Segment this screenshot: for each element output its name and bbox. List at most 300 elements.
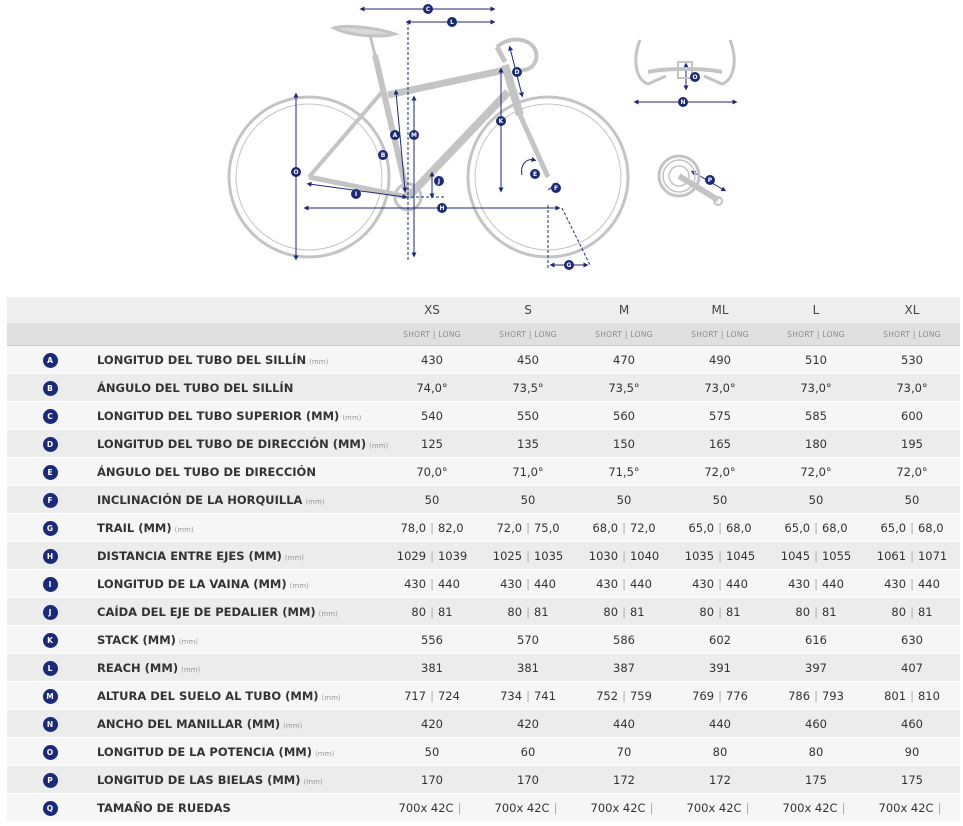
table-row <box>7 346 960 374</box>
row-letter-badge: F <box>43 493 58 508</box>
row-letter-badge: Q <box>43 801 58 816</box>
value: 530 <box>901 352 923 367</box>
value-cell <box>864 458 960 486</box>
value: 391 <box>709 660 731 675</box>
svg-text:G: G <box>566 262 572 269</box>
value: 73,5° <box>512 380 544 395</box>
value-long: 81 <box>533 604 549 619</box>
value-cell <box>768 514 864 542</box>
value: 78,0 <box>400 520 427 535</box>
size-header: M <box>576 297 672 323</box>
table-row <box>7 626 960 654</box>
value: 381 <box>421 660 443 675</box>
value-cell <box>480 514 576 542</box>
svg-text:P: P <box>707 177 713 184</box>
value: 72,0° <box>800 464 832 479</box>
value-cell <box>576 626 672 654</box>
table-row <box>7 374 960 402</box>
value-cell <box>576 430 672 458</box>
row-letter-badge: M <box>43 689 58 704</box>
value-cell <box>576 542 672 570</box>
value-cell <box>480 430 576 458</box>
value-cell <box>672 458 768 486</box>
value-cell <box>672 598 768 626</box>
value: 172 <box>613 772 635 787</box>
table-row <box>7 542 960 570</box>
value: 50 <box>616 492 632 507</box>
value: 1061 <box>876 548 907 563</box>
value-cell <box>768 710 864 738</box>
value-long: 1055 <box>821 548 852 563</box>
value: 68,0 <box>592 520 619 535</box>
table-row <box>7 794 960 822</box>
value-cell <box>576 458 672 486</box>
value-cell <box>384 346 480 374</box>
value-long: 72,0 <box>629 520 656 535</box>
value: 1035 <box>684 548 715 563</box>
row-unit: (mm) <box>318 609 338 618</box>
value-cell <box>384 570 480 598</box>
value-cell <box>480 374 576 402</box>
row-label: LONGITUD DE LA VAINA (MM) <box>97 576 287 591</box>
value-cell <box>768 682 864 710</box>
value: 80 <box>603 604 619 619</box>
table-row <box>7 402 960 430</box>
table-row <box>7 654 960 682</box>
row-unit: (mm) <box>284 553 305 562</box>
value-cell <box>576 570 672 598</box>
value: 700x 42C <box>590 800 646 815</box>
table-row <box>7 514 960 542</box>
value: 180 <box>805 436 827 451</box>
value: 470 <box>613 352 635 367</box>
value: 630 <box>901 632 923 647</box>
value: 90 <box>904 744 920 759</box>
value-cell <box>480 570 576 598</box>
value-long: 759 <box>629 688 652 703</box>
value-cell <box>672 430 768 458</box>
value-cell <box>384 514 480 542</box>
value-long: 81 <box>821 604 837 619</box>
value-long: 68,0 <box>917 520 944 535</box>
row-label: DISTANCIA ENTRE EJES (MM) <box>97 548 282 563</box>
value: 73,0° <box>896 380 928 395</box>
geometry-table <box>7 297 960 822</box>
table-row <box>7 682 960 710</box>
value: 769 <box>692 688 715 703</box>
svg-text:D: D <box>514 69 520 76</box>
value-separator: | <box>457 800 462 815</box>
value-cell <box>672 570 768 598</box>
svg-text:O: O <box>692 74 698 81</box>
svg-text:F: F <box>553 185 559 192</box>
value: 65,0 <box>880 520 907 535</box>
value-cell <box>480 598 576 626</box>
row-label: ÁNGULO DEL TUBO DEL SILLÍN <box>97 380 294 395</box>
row-label: LONGITUD DE LAS BIELAS (MM) <box>97 772 301 787</box>
value-cell <box>576 374 672 402</box>
size-subheader: SHORT | LONG <box>384 323 480 346</box>
svg-text:B: B <box>380 152 386 159</box>
value: 50 <box>520 492 536 507</box>
value: 600 <box>901 408 923 423</box>
value-cell <box>384 458 480 486</box>
value-long: 81 <box>725 604 741 619</box>
value-long: 776 <box>725 688 748 703</box>
row-label: ÁNGULO DEL TUBO DE DIRECCIÓN <box>97 464 316 479</box>
value: 570 <box>517 632 539 647</box>
size-header-row <box>7 297 960 323</box>
value-cell <box>672 626 768 654</box>
value-separator: | <box>622 604 626 619</box>
value-cell <box>672 654 768 682</box>
value: 71,5° <box>608 464 640 479</box>
handlebar-drawing <box>636 40 734 84</box>
value-long: 1039 <box>437 548 468 563</box>
value: 560 <box>613 408 635 423</box>
row-unit: (mm) <box>289 581 309 590</box>
row-label: ANCHO DEL MANILLAR (MM) <box>97 716 281 731</box>
value: 72,0° <box>704 464 736 479</box>
value-cell <box>384 738 480 766</box>
value: 440 <box>709 716 731 731</box>
value-cell <box>768 598 864 626</box>
svg-text:N: N <box>680 99 686 106</box>
value: 74,0° <box>416 380 448 395</box>
value: 80 <box>795 604 811 619</box>
value-separator: | <box>937 800 942 815</box>
value-cell <box>768 374 864 402</box>
table-row <box>7 710 960 738</box>
row-letter-badge: B <box>43 381 58 396</box>
row-label: LONGITUD DE LA POTENCIA (MM) <box>97 744 312 759</box>
value-separator: | <box>718 576 722 591</box>
bike-geometry-diagram <box>0 0 963 290</box>
value-cell <box>672 402 768 430</box>
value: 165 <box>709 436 731 451</box>
value-cell <box>672 682 768 710</box>
size-subheader: SHORT | LONG <box>672 323 768 346</box>
value-cell <box>576 710 672 738</box>
value: 70,0° <box>416 464 448 479</box>
dimension-lines <box>296 9 735 268</box>
value-cell <box>672 346 768 374</box>
value-cell <box>768 542 864 570</box>
value: 387 <box>613 660 635 675</box>
bike-drawing <box>229 26 628 257</box>
svg-text:C: C <box>425 6 431 13</box>
table-row <box>7 598 960 626</box>
value-cell <box>576 794 672 822</box>
value: 420 <box>517 716 539 731</box>
value-cell <box>672 486 768 514</box>
value-cell <box>864 514 960 542</box>
value: 700x 42C <box>398 800 454 815</box>
value-cell <box>384 486 480 514</box>
svg-text:K: K <box>498 118 504 125</box>
value-separator: | <box>622 576 626 591</box>
size-header: ML <box>672 297 768 323</box>
value-long: 81 <box>917 604 933 619</box>
size-subheader: SHORT | LONG <box>864 323 960 346</box>
row-letter-badge: G <box>43 521 58 536</box>
value-separator: | <box>718 520 722 535</box>
value-long: 810 <box>917 688 940 703</box>
value: 430 <box>692 576 715 591</box>
value-separator: | <box>745 800 750 815</box>
row-unit: (mm) <box>309 357 329 366</box>
table-row <box>7 766 960 794</box>
value: 586 <box>613 632 635 647</box>
value-cell <box>480 654 576 682</box>
value: 1029 <box>396 548 427 563</box>
value-cell <box>672 374 768 402</box>
value-separator: | <box>718 604 722 619</box>
value-separator: | <box>526 548 530 563</box>
value: 460 <box>901 716 923 731</box>
value-long: 1040 <box>629 548 660 563</box>
value-separator: | <box>910 604 914 619</box>
value-cell <box>576 738 672 766</box>
value-cell <box>480 766 576 794</box>
value-cell <box>384 598 480 626</box>
value-separator: | <box>910 688 914 703</box>
value-long: 1035 <box>533 548 564 563</box>
value: 700x 42C <box>686 800 742 815</box>
row-label: TAMAÑO DE RUEDAS <box>97 800 231 815</box>
value: 172 <box>709 772 731 787</box>
value: 65,0 <box>688 520 715 535</box>
value-long: 81 <box>629 604 645 619</box>
value-long: 75,0 <box>533 520 560 535</box>
value: 1025 <box>492 548 523 563</box>
svg-text:O: O <box>293 169 299 176</box>
value: 175 <box>805 772 827 787</box>
value-cell <box>864 402 960 430</box>
value-long: 724 <box>437 688 460 703</box>
value: 1045 <box>780 548 811 563</box>
value-cell <box>768 766 864 794</box>
row-label: LONGITUD DEL TUBO SUPERIOR (MM) <box>97 408 340 423</box>
value-cell <box>384 710 480 738</box>
value-cell <box>768 486 864 514</box>
value-separator: | <box>553 800 558 815</box>
row-label: REACH (MM) <box>97 660 179 675</box>
value-separator: | <box>526 520 530 535</box>
row-label: STACK (MM) <box>97 632 176 647</box>
value-long: 440 <box>533 576 556 591</box>
value-cell <box>576 402 672 430</box>
row-label: CAÍDA DEL EJE DE PEDALIER (MM) <box>97 604 316 619</box>
row-letter-badge: O <box>43 745 58 760</box>
value-cell <box>672 542 768 570</box>
value-long: 793 <box>821 688 844 703</box>
value: 460 <box>805 716 827 731</box>
svg-text:I: I <box>354 191 358 198</box>
value: 440 <box>613 716 635 731</box>
value-long: 440 <box>821 576 844 591</box>
value-cell <box>864 766 960 794</box>
table-row <box>7 486 960 514</box>
row-unit: (mm) <box>314 749 335 758</box>
value: 734 <box>500 688 523 703</box>
value-cell <box>576 346 672 374</box>
value-separator: | <box>910 548 914 563</box>
value-cell <box>768 346 864 374</box>
value-cell <box>576 486 672 514</box>
row-unit: (mm) <box>283 721 303 730</box>
value: 430 <box>404 576 427 591</box>
value-separator: | <box>910 576 914 591</box>
value: 616 <box>805 632 827 647</box>
row-letter-badge: I <box>43 577 58 592</box>
value-separator: | <box>910 520 914 535</box>
value: 80 <box>712 744 728 759</box>
value-separator: | <box>814 520 818 535</box>
size-subheader: SHORT | LONG <box>576 323 672 346</box>
geometry-table-body <box>7 346 960 822</box>
value: 50 <box>904 492 920 507</box>
value: 550 <box>517 408 539 423</box>
value-cell <box>768 654 864 682</box>
value: 170 <box>517 772 539 787</box>
value: 420 <box>421 716 443 731</box>
row-letter-badge: A <box>43 353 58 368</box>
value-separator: | <box>430 576 434 591</box>
value-cell <box>864 570 960 598</box>
table-row <box>7 738 960 766</box>
value-long: 68,0 <box>821 520 848 535</box>
value: 170 <box>421 772 443 787</box>
row-unit: (mm) <box>321 693 341 702</box>
svg-text:L: L <box>450 19 454 26</box>
size-header: XS <box>384 297 480 323</box>
value: 1030 <box>588 548 619 563</box>
value: 71,0° <box>512 464 544 479</box>
value-separator: | <box>814 576 818 591</box>
value-cell <box>672 766 768 794</box>
row-label: LONGITUD DEL TUBO DEL SILLÍN <box>97 352 307 367</box>
value-cell <box>864 682 960 710</box>
row-label: TRAIL (MM) <box>97 520 172 535</box>
value: 450 <box>517 352 539 367</box>
value-long: 440 <box>437 576 460 591</box>
row-letter-badge: D <box>43 437 58 452</box>
value-cell <box>768 402 864 430</box>
size-header: XL <box>864 297 960 323</box>
value-cell <box>864 542 960 570</box>
row-unit: (mm) <box>181 665 201 674</box>
value: 80 <box>699 604 715 619</box>
value: 540 <box>421 408 443 423</box>
row-letter-badge: K <box>43 633 58 648</box>
row-unit: (mm) <box>342 413 362 422</box>
value-long: 440 <box>629 576 652 591</box>
value-cell <box>384 682 480 710</box>
value-long: 68,0 <box>725 520 752 535</box>
value: 752 <box>596 688 619 703</box>
value: 73,0° <box>800 380 832 395</box>
value: 80 <box>411 604 427 619</box>
row-letter-badge: H <box>43 549 58 564</box>
value-cell <box>672 738 768 766</box>
value-long: 741 <box>533 688 556 703</box>
value-separator: | <box>814 604 818 619</box>
value-cell <box>864 738 960 766</box>
row-letter-badge: P <box>43 773 58 788</box>
value-separator: | <box>526 604 530 619</box>
value-cell <box>480 626 576 654</box>
value-cell <box>864 374 960 402</box>
value: 73,5° <box>608 380 640 395</box>
value-cell <box>384 794 480 822</box>
row-unit: (mm) <box>369 441 389 450</box>
value: 407 <box>901 660 923 675</box>
value: 80 <box>507 604 523 619</box>
value: 786 <box>788 688 811 703</box>
value-cell <box>576 598 672 626</box>
value-cell <box>768 458 864 486</box>
value: 195 <box>901 436 923 451</box>
value: 50 <box>424 744 440 759</box>
value-cell <box>768 738 864 766</box>
table-row <box>7 458 960 486</box>
value: 150 <box>613 436 635 451</box>
value-long: 82,0 <box>437 520 464 535</box>
value-cell <box>864 710 960 738</box>
value-cell <box>480 794 576 822</box>
value-separator: | <box>814 688 818 703</box>
value-cell <box>480 458 576 486</box>
value-separator: | <box>430 548 434 563</box>
value-cell <box>384 654 480 682</box>
value-separator: | <box>430 520 434 535</box>
row-unit: (mm) <box>303 777 323 786</box>
value-long: 81 <box>437 604 453 619</box>
value: 80 <box>891 604 907 619</box>
value-separator: | <box>622 548 626 563</box>
value: 717 <box>404 688 427 703</box>
value-cell <box>864 794 960 822</box>
value-cell <box>384 766 480 794</box>
value: 510 <box>805 352 827 367</box>
value-cell <box>576 514 672 542</box>
row-label: LONGITUD DEL TUBO DE DIRECCIÓN (MM) <box>97 436 367 451</box>
svg-text:E: E <box>532 171 538 178</box>
value-separator: | <box>430 604 434 619</box>
row-unit: (mm) <box>174 525 194 534</box>
value-cell <box>864 626 960 654</box>
size-subheader-row <box>7 323 960 346</box>
table-row <box>7 570 960 598</box>
value-separator: | <box>841 800 846 815</box>
value-cell <box>480 346 576 374</box>
value-separator: | <box>526 576 530 591</box>
value: 575 <box>709 408 731 423</box>
value: 602 <box>709 632 731 647</box>
table-row <box>7 430 960 458</box>
value-cell <box>576 654 672 682</box>
value-separator: | <box>430 688 434 703</box>
value: 125 <box>421 436 443 451</box>
value: 585 <box>805 408 827 423</box>
value: 50 <box>424 492 440 507</box>
value: 397 <box>805 660 827 675</box>
size-subheader: SHORT | LONG <box>768 323 864 346</box>
value-cell <box>672 710 768 738</box>
svg-text:H: H <box>439 205 445 212</box>
size-subheader: SHORT | LONG <box>480 323 576 346</box>
